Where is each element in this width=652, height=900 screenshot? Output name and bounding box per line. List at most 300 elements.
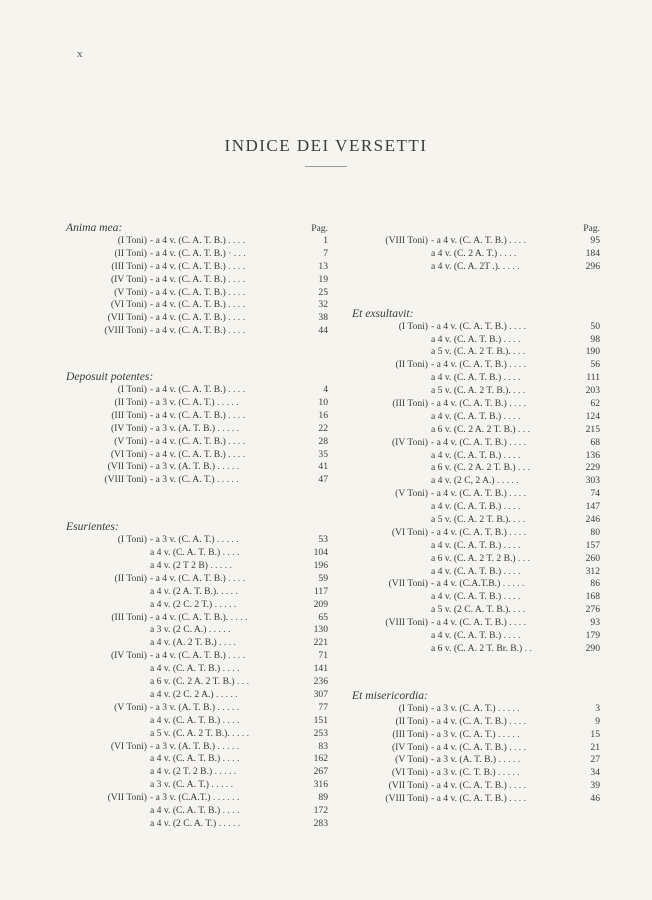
entry-tone: (VII Toni) (107, 461, 147, 473)
entry-detail (150, 818, 300, 831)
entry-leader-dots: . . . . . (217, 701, 240, 713)
entry-leader-dots: . . . (517, 462, 530, 474)
entry-tone (66, 728, 147, 741)
entry-tone: (IV Toni) (110, 273, 147, 285)
index-section (352, 688, 600, 806)
entry-page: 16 (318, 409, 328, 421)
entry-voices: a 6 v. (C. 2 A. 2 T. B.) (431, 462, 516, 474)
index-entry (66, 235, 328, 248)
entry-leader-dots: . . . . (222, 753, 240, 765)
entry-detail (150, 573, 300, 586)
entry-page: 267 (313, 766, 328, 778)
entry-voices: a 4 v. (A. 2 T. B.) (150, 637, 217, 649)
section-title: Et misericordia: (352, 688, 428, 702)
entry-tone (66, 586, 147, 599)
entry-detail (150, 728, 300, 741)
entry-voices: - a 3 v. (A. T. B.) (150, 461, 216, 473)
entry-detail (150, 715, 300, 728)
index-entry (352, 424, 600, 437)
entry-detail (150, 560, 300, 573)
index-entry (352, 398, 600, 411)
index-entry (352, 729, 600, 742)
section-title: Et exsultavit: (352, 306, 414, 320)
entry-voices: - a 4 v. (C. A. T. B.) (431, 359, 507, 371)
entry-detail (431, 501, 572, 514)
index-entry (66, 573, 328, 586)
entry-tone: (I Toni) (398, 320, 428, 332)
entry-tone: (III Toni) (111, 611, 147, 623)
entry-detail (150, 586, 300, 599)
entry-detail (150, 702, 300, 715)
entry-page: 157 (585, 539, 600, 551)
entry-detail (150, 312, 300, 325)
entry-leader-dots: . . . . (509, 488, 526, 500)
index-entry (66, 534, 328, 547)
index-entry (66, 436, 328, 449)
entry-voices: - a 4 v. (C. A. T. B.) (431, 488, 507, 500)
entry-detail (150, 650, 300, 663)
entry-leader-dots: . . . . . (217, 461, 240, 473)
entry-detail (150, 741, 300, 754)
entry-voices: - a 3 v. (C. T. B.) (431, 767, 496, 779)
index-entry (352, 527, 600, 540)
index-entry (352, 501, 600, 514)
entry-page: 34 (590, 767, 600, 779)
entry-tone: (VI Toni) (110, 740, 147, 752)
entry-leader-dots: . . . . (503, 333, 521, 345)
entry-page: 25 (318, 286, 328, 298)
entry-tone (352, 462, 428, 475)
entry-detail (431, 321, 572, 334)
index-entry (352, 437, 600, 450)
entry-tone (66, 560, 147, 573)
entry-leader-dots: . . . . (228, 650, 245, 662)
index-entry (352, 372, 600, 385)
entry-voices: - a 4 v. (C. A. T. B.). (150, 611, 229, 623)
entry-tone (66, 689, 147, 702)
entry-page: 32 (318, 299, 328, 311)
entry-tone (352, 372, 428, 385)
entry-voices: a 4 v. (C. A. T. B.) (150, 547, 221, 559)
entry-tone: (V Toni) (395, 754, 428, 766)
index-column-left: Pag. Anima mea: (I Toni) - a 4 v. (C. A. T. B.) . . . . 1 (II Toni) - a 4 v. (C. A. T. B.) · . . . 7 (III Toni) - a 4 v. (C. A. T. B.) . . . . 13 (IV Toni) - a 4 v. (C. A. T. B.) . . . . 19 (V Toni) - a 4 v. (C. A. T. B.) . . . . 25 (VI Toni) - a 4 v. (C. A. T. B.) . . . . 32 (VII Toni) - a 4 v. (C. A. T. B.) . . . . 38 (VIII Toni) - a 4 v. (C. A. T. B.) . . . . 44 Deposuit potentes: (I Toni) - a 4 v. (C. A. T. B.) . . . . 4 (II Toni) - a 3 v. (C. A. T.) . . . . . 10 (III Toni) - a 4 v. (C. A. T. B.) . . . . 16 (IV Toni) - a 3 v. (A. T. B.) . . . . . 22 (V Toni) - a 4 v. (C. A. T. B.) . . . . 28 (VI Toni) - a 4 v. (C. A. T. B.) . . . . 35 (VII Toni) - a 3 v. (A. T. B.) . . . . . 41 (VIII Toni) - a 3 v. (C. A. T.) . . . . . 47 Esurientes: (I Toni) - a 3 v. (C. A. T.) . . . . . 53 a 4 v. (C. A. T. B.) . . . . 104 a 4 v. (2 T 2 B) . . . . . 196 (II Toni) - a 4 v. (C. A. T. B.) . . . . 59 a 4 v. (2 A. T. B.). . . . . 117 a 4 v. (2 C. 2 T.) . . . . . 209 (III Toni) - a 4 v. (C. A. T. B.). . . . . 65 a 3 v. (2 C. A.) . . . . . 130 a 4 v. (A. 2 T. B.) . . . . 221 (IV Toni) - a 4 v. (C. A. T. B.) . . . . 71 a 4 v. (C. A. T. B.) . . . . 141 a 6 v. (C. 2 A. 2 T. B.) . . . 236 a 4 v. (2 C. 2 A.) . . . . . 307 (V Toni) - a 3 v. (A. T. B.) . . . . . 77 a 4 v. (C. A. T. B.) . . . . 151 a 5 v. (C. A. 2 T. B.). . . . . 253 (VI Toni) - a 3 v. (A. T. B.) . . . . . 83 a 4 v. (C. A. T. B.) . . . . 162 a 4 v. (2 T. 2 B.) . . . . . 267 a 3 v. (C. A. T.) . . . . . 316 (VII Toni) - a 3 v. (C.A.T.) . . . . . . 89 a 4 v. (C. A. T. B.) . . . . 172 a 4 v. (2 C. A. T.) . . . . . 283 (66, 221, 328, 829)
entry-page: 21 (590, 741, 600, 753)
entry-page: 307 (313, 688, 328, 700)
index-entry (66, 728, 328, 741)
index-entry (352, 566, 600, 579)
entry-page: 28 (318, 435, 328, 447)
entry-tone: (VI Toni) (391, 767, 428, 779)
section-title: Esurientes: (66, 520, 119, 534)
entry-voices: - a 4 v. (C. A. T. B.) (150, 260, 226, 272)
entry-tone (352, 261, 428, 274)
index-entry (66, 766, 328, 779)
entry-detail (150, 274, 300, 287)
entry-page: 130 (313, 624, 328, 636)
index-entry (352, 475, 600, 488)
entry-detail (431, 450, 572, 463)
entry-page: 9 (595, 715, 600, 727)
entry-voices: a 4 v. (2 A. T. B.). (150, 585, 219, 597)
entry-leader-dots: . . . (513, 514, 526, 526)
entry-tone (352, 604, 428, 617)
entry-page: 215 (585, 423, 600, 435)
entry-detail (431, 767, 572, 780)
entry-tone (352, 424, 428, 437)
entry-tone (352, 643, 428, 656)
index-section (352, 306, 600, 656)
entry-leader-dots: . . . . . (210, 560, 232, 572)
index-entry (352, 578, 600, 591)
entry-tone: (V Toni) (114, 435, 147, 447)
entry-leader-dots: . . . . (503, 539, 521, 551)
entry-page: 253 (313, 727, 328, 739)
entry-tone: (VII Toni) (388, 780, 428, 792)
entry-tone (66, 715, 147, 728)
index-entry (352, 767, 600, 780)
index-entry (66, 599, 328, 612)
entry-voices: - a 4 v. (C. A. T. B.) (150, 448, 226, 460)
entry-tone (352, 475, 428, 488)
entry-leader-dots: . . . . (503, 501, 521, 513)
entry-voices: - a 3 v. (C. A. T.) (150, 474, 215, 486)
entry-leader-dots: . . . . (503, 372, 521, 384)
entry-voices: a 3 v. (C. A. T.) (150, 779, 209, 791)
index-section (66, 519, 328, 830)
index-entry (352, 261, 600, 274)
entry-detail (431, 359, 572, 372)
entry-voices: - a 3 v. (C. A. T.) (150, 397, 215, 409)
entry-voices: a 4 v. (C. A. T. B.) (431, 372, 502, 384)
entry-page: 95 (590, 235, 600, 246)
entry-tone: (V Toni) (114, 701, 147, 713)
entry-detail (150, 753, 300, 766)
entry-leader-dots: . . . . (228, 286, 245, 298)
entry-tone (352, 566, 428, 579)
entry-page: 15 (590, 728, 600, 740)
index-entry (66, 560, 328, 573)
index-entry (352, 780, 600, 793)
entry-leader-dots: . . . . (503, 591, 521, 603)
entry-page: 56 (590, 359, 600, 371)
index-entry (66, 805, 328, 818)
entry-detail (150, 235, 300, 248)
entry-page: 203 (585, 385, 600, 397)
entry-voices: a 5 v. (2 C. A. T. B.). (431, 604, 511, 616)
entry-page: 86 (590, 578, 600, 590)
entry-page: 151 (313, 714, 328, 726)
index-entry (352, 385, 600, 398)
entry-page: 83 (318, 740, 328, 752)
entry-voices: - a 4 v. (C. A. T. B.) (150, 286, 226, 298)
entry-page: 117 (313, 585, 328, 597)
entry-leader-dots: . . . . (509, 741, 526, 753)
entry-tone (352, 450, 428, 463)
entry-voices: - a 4 v. (C. A. T. B.) (431, 320, 507, 332)
index-entry (66, 624, 328, 637)
entry-detail (431, 617, 572, 630)
entry-leader-dots: . . . . (230, 611, 248, 623)
section-title (352, 220, 600, 235)
entry-leader-dots: . . . . (228, 273, 245, 285)
entry-detail (150, 423, 300, 436)
entry-tone (66, 637, 147, 650)
entry-tone: (III Toni) (111, 260, 147, 272)
index-entry (66, 779, 328, 792)
entry-leader-dots: . . . . (228, 235, 245, 246)
entry-leader-dots: . . . . . (208, 624, 231, 636)
entry-detail (431, 514, 572, 527)
entry-leader-dots: . . . . . (497, 728, 520, 740)
entry-detail (150, 766, 300, 779)
entry-detail (150, 261, 300, 274)
entry-voices: a 4 v. (2 T. 2 B.) (150, 766, 213, 778)
entry-tone: (I Toni) (117, 384, 147, 396)
index-entry (66, 325, 328, 338)
entry-page: 59 (318, 572, 328, 584)
entry-page: 221 (313, 637, 328, 649)
entry-voices: - a 4 v. (C.A.T.B.) (431, 578, 501, 590)
entry-tone: (VI Toni) (110, 448, 147, 460)
entry-tone: (IV Toni) (110, 422, 147, 434)
entry-tone (352, 514, 428, 527)
entry-page: 80 (590, 526, 600, 538)
entry-page: 290 (585, 642, 600, 654)
entry-page: 74 (590, 488, 600, 500)
entry-voices: - a 3 v. (A. T. B.) (150, 701, 216, 713)
index-entry (66, 287, 328, 300)
entry-leader-dots: . . . . (232, 727, 249, 739)
entry-leader-dots: . . . . (220, 585, 238, 597)
entry-page: 316 (313, 779, 328, 791)
index-section (352, 220, 600, 274)
entry-page: 209 (313, 598, 328, 610)
entry-leader-dots: . . . . (509, 436, 526, 448)
entry-leader-dots: . . . . (228, 572, 245, 584)
entry-tone (352, 553, 428, 566)
entry-leader-dots: . . . . . (498, 754, 521, 766)
index-entry (66, 312, 328, 325)
entry-tone: (VIII Toni) (385, 793, 428, 805)
entry-voices: - a 4 v. (C. A. T. B.) (150, 312, 226, 324)
entry-leader-dots: . . . . (228, 325, 245, 337)
entry-detail (431, 248, 572, 261)
entry-page: 41 (318, 461, 328, 473)
entry-detail (150, 547, 300, 560)
entry-tone: (IV Toni) (391, 741, 428, 753)
index-entry (66, 299, 328, 312)
entry-page: 10 (318, 397, 328, 409)
entry-page: 246 (585, 514, 600, 526)
index-entry (352, 450, 600, 463)
entry-tone: (VIII Toni) (385, 235, 428, 246)
entry-detail (150, 599, 300, 612)
entry-leader-dots: . . . . . (502, 578, 525, 590)
index-entry (352, 540, 600, 553)
entry-leader-dots: . . . . (228, 435, 245, 447)
entry-voices: - a 3 v. (C. A. T.) (150, 534, 215, 546)
entry-detail (150, 805, 300, 818)
entry-page: 184 (585, 247, 600, 259)
index-entry (352, 716, 600, 729)
entry-voices: a 5 v. (C. A. 2 T. B.). (150, 727, 230, 739)
entry-page: 53 (318, 534, 328, 546)
entry-tone (66, 818, 147, 831)
index-entry (66, 274, 328, 287)
entry-voices: a 4 v. (C. A. T. B.) (431, 630, 502, 642)
entry-voices: a 6 v. (C. 2 A. 2 T. B.) (431, 423, 516, 435)
entry-leader-dots: . . . . (503, 565, 521, 577)
index-entry (66, 663, 328, 676)
entry-detail (431, 729, 572, 742)
entry-voices: a 5 v. (C. A. 2 T. B.). (431, 385, 511, 397)
entry-voices: - a 4 v. (C. A. T. B.) (150, 299, 226, 311)
entry-page: 98 (590, 333, 600, 345)
entry-page: 50 (590, 320, 600, 332)
entry-tone: (II Toni) (395, 359, 428, 371)
entry-page: 7 (323, 247, 328, 259)
entry-voices: - a 4 v. (C. A. T. B.) (431, 793, 507, 805)
entry-page: 38 (318, 312, 328, 324)
index-entry (66, 715, 328, 728)
entry-detail (150, 410, 300, 423)
entry-tone: (II Toni) (114, 397, 147, 409)
entry-detail (150, 779, 300, 792)
entry-voices: - a 4 v. (C. A. T. B.) (150, 572, 226, 584)
entry-tone: (IV Toni) (110, 650, 147, 662)
index-entry (66, 753, 328, 766)
index-entry (352, 703, 600, 716)
entry-voices: - a 4 v. (C. A. T. B.) (150, 409, 226, 421)
entry-detail (431, 578, 572, 591)
entry-detail (150, 663, 300, 676)
index-entry (352, 630, 600, 643)
entry-leader-dots: . . . . (222, 804, 240, 816)
entry-leader-dots: . . . . . (216, 534, 239, 546)
entry-page: 236 (313, 676, 328, 688)
entry-leader-dots: . . . (517, 423, 530, 435)
entry-voices: - a 4 v. (C. A. T. B.) (150, 235, 226, 246)
entry-tone: (I Toni) (117, 235, 147, 246)
entry-voices: - a 3 v. (C.A.T.) (150, 792, 211, 804)
index-column-right: Pag. (VIII Toni) - a 4 v. (C. A. T. B.) . . . . 95 a 4 v. (C. 2 A. T.) . . . . 184 a 4 v. (C. A. 2T .). . . . . 296 Et exsultavit: (I Toni) - a 4 v. (C. A. T. B.) . . . . 50 a 4 v. (C. A. T. B.) . . . . 98 a 5 v. (C. A. 2 T. B.). . . . 190 (II Toni) - a 4 v. (C. A. T. B.) . . . . 56 a 4 v. (C. A. T. B.) . . . . 111 a 5 v. (C. A. 2 T. B.). . . . 203 (III Toni) - a 4 v. (C. A. T. B.) . . . . 62 a 4 v. (C. A. T. B.) . . . . 124 a 6 v. (C. 2 A. 2 T. B.) . . . 215 (IV Toni) - a 4 v. (C. A. T. B.) . . . . 68 a 4 v. (C. A. T. B.) . . . . 136 a 6 v. (C. 2 A. 2 T. B.) . . . 229 a 4 v. (2 C, 2 A.) . . . . . 303 (V Toni) - a 4 v. (C. A. T. B.) . . . . 74 a 4 v. (C. A. T. B.) . . . . 147 a 5 v. (C. A. 2 T. B.). . . . 246 (VI Toni) - a 4 v. (C. A. T. B.) . . . . 80 a 4 v. (C. A. T. B.) . . . . 157 a 6 v. (C. A. 2 T. 2 B.) . . . 260 a 4 v. (C. A. T. B.) . . . . 312 (VII Toni) - a 4 v. (C.A.T.B.) . . . . . 86 a 4 v. (C. A. T. B.) . . . . 168 a 5 v. (2 C. A. T. B.). . . . 276 (VIII Toni) - a 4 v. (C. A. T. B.) . . . . 93 a 4 v. (C. A. T. B.) . . . . 179 a 6 v. (C. A. 2 T. Br. B.) . . 290 Et misericordia: (I Toni) - a 3 v. (C. A. T.) . . . . . 3 (II Toni) - a 4 v. (C. A. T. B.) . . . . 9 (III Toni) - a 3 v. (C. A. T.) . . . . . 15 (IV Toni) - a 4 v. (C. A. T. B.) . . . . 21 (V Toni) - a 3 v. (A. T. B.) . . . . . 27 (VI Toni) - a 3 v. (C. T. B.) . . . . . 34 (VII Toni) - a 4 v. (C. A. T. B.) . . . . 39 (VIII Toni) - a 4 v. (C. A. T. B.) . . . . 46 (352, 220, 600, 838)
entry-detail (431, 385, 572, 398)
index-entry (66, 741, 328, 754)
entry-detail (150, 248, 300, 261)
entry-voices: - a 4 v. (C. A. T. B.) (150, 650, 226, 662)
entry-detail (431, 540, 572, 553)
entry-tone (66, 766, 147, 779)
entry-leader-dots: . . . . (503, 410, 521, 422)
index-entry (352, 742, 600, 755)
entry-detail (431, 716, 572, 729)
index-entry (352, 359, 600, 372)
entry-detail (150, 461, 300, 474)
index-entry (66, 461, 328, 474)
entry-leader-dots: . . . . (503, 449, 521, 461)
index-entry (66, 689, 328, 702)
entry-tone: (VIII Toni) (104, 474, 147, 486)
page-number: x (77, 48, 83, 60)
entry-page: 162 (313, 753, 328, 765)
entry-leader-dots: . . . . (509, 235, 526, 246)
entry-tone: (III Toni) (392, 728, 428, 740)
index-entry (66, 676, 328, 689)
entry-detail (431, 703, 572, 716)
entry-detail (150, 624, 300, 637)
page-title: INDICE DEI VERSETTI (224, 136, 428, 155)
entry-page: 44 (318, 325, 328, 337)
entry-tone (66, 599, 147, 612)
index-section (66, 369, 328, 487)
entry-page: 147 (585, 501, 600, 513)
entry-tone: (V Toni) (114, 286, 147, 298)
entry-page: 172 (313, 804, 328, 816)
entry-detail (431, 604, 572, 617)
entry-voices: - a 4 v. (C. A. T. B.) (431, 436, 507, 448)
entry-detail (431, 566, 572, 579)
entry-detail (150, 325, 300, 338)
entry-leader-dots: . . . . . (218, 817, 241, 829)
entry-page: 27 (590, 754, 600, 766)
entry-voices: - a 4 v. (C. A. T. B.) (431, 741, 507, 753)
entry-detail (431, 462, 572, 475)
entry-tone (66, 805, 147, 818)
entry-page: 124 (585, 410, 600, 422)
entry-voices: - a 3 v. (A. T. B.) (150, 422, 216, 434)
entry-leader-dots: · . . . (228, 247, 246, 259)
entry-voices: - a 4 v. (C. A. T. B.) (150, 273, 226, 285)
entry-voices: a 4 v. (2 T 2 B) (150, 560, 208, 572)
entry-leader-dots: . . . . . (497, 702, 520, 714)
index-entry (352, 754, 600, 767)
entry-leader-dots: . . . . (228, 312, 245, 324)
entry-leader-dots: . . . . . (497, 475, 519, 487)
entry-tone: (V Toni) (395, 488, 428, 500)
index-entry (352, 334, 600, 347)
entry-detail (150, 689, 300, 702)
entry-leader-dots: . . . . (503, 630, 521, 642)
entry-leader-dots: . . . . (509, 793, 526, 805)
entry-page: 39 (590, 780, 600, 792)
entry-detail (150, 612, 300, 625)
entry-detail (150, 436, 300, 449)
entry-leader-dots: . . . . (222, 547, 240, 559)
entry-voices: a 4 v. (C. A. T. B.) (431, 539, 502, 551)
entry-page: 47 (318, 474, 328, 486)
entry-detail (431, 553, 572, 566)
index-entry (352, 591, 600, 604)
index-entry (66, 637, 328, 650)
entry-voices: a 4 v. (C. A. T. B.) (150, 804, 221, 816)
index-entry (66, 261, 328, 274)
index-entry (66, 449, 328, 462)
entry-leader-dots: . . . . . (214, 598, 237, 610)
entry-detail (150, 474, 300, 487)
index-entry (66, 397, 328, 410)
entry-leader-dots: . . . . (509, 780, 526, 792)
entry-page: 179 (585, 630, 600, 642)
entry-voices: a 4 v. (C. A. T. B.) (431, 449, 502, 461)
entry-detail (431, 424, 572, 437)
entry-voices: a 4 v. (2 C. 2 T.) (150, 598, 213, 610)
entry-detail (150, 384, 300, 397)
entry-detail (431, 475, 572, 488)
entry-voices: - a 4 v. (C. A. T. B.) (431, 398, 507, 410)
entry-tone: (VII Toni) (107, 792, 147, 804)
entry-leader-dots: . . . . (509, 320, 526, 332)
entry-detail (150, 792, 300, 805)
